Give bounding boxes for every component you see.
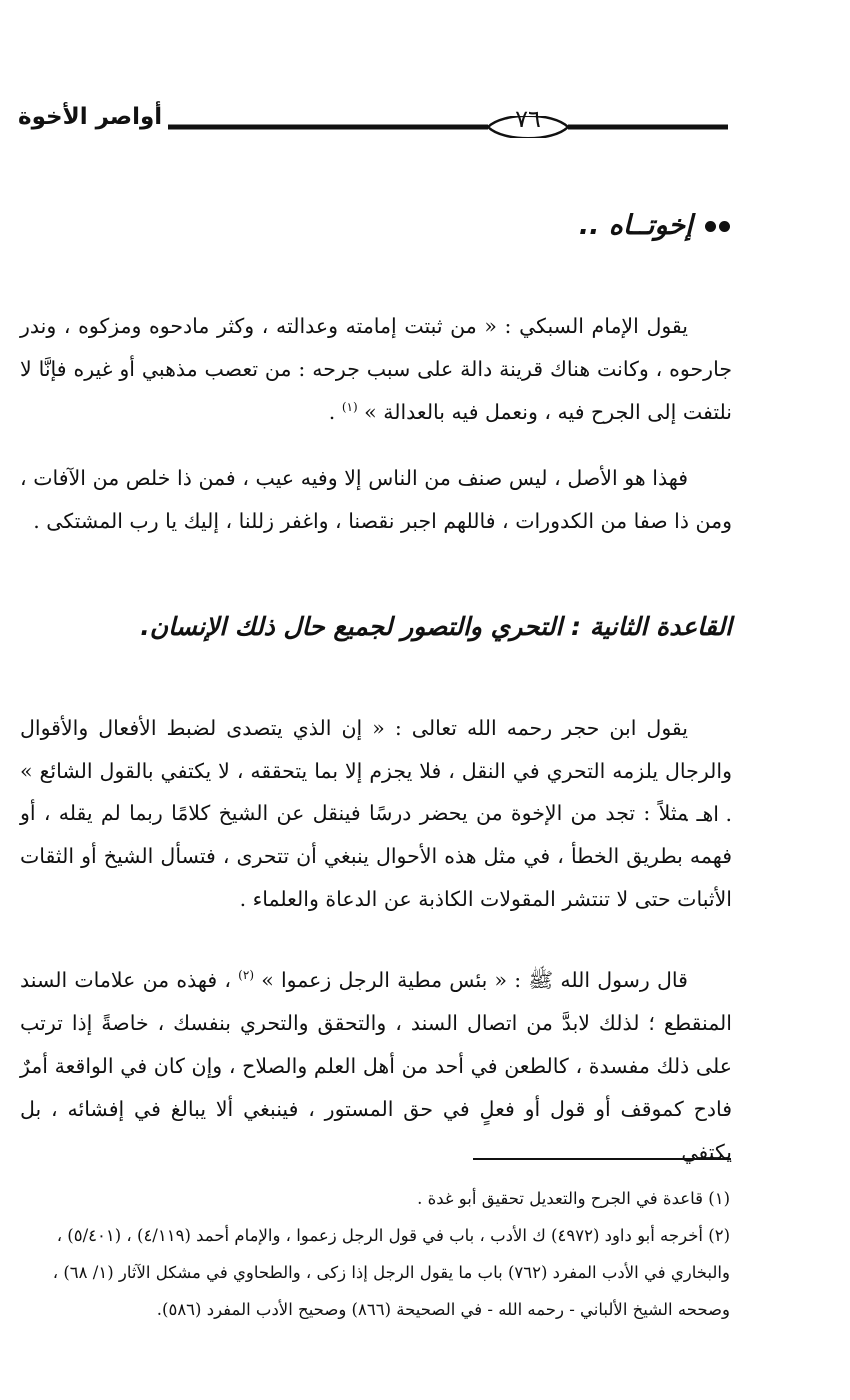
paragraph: يقول الإمام السبكي : « من ثبتت إمامته وعدالته ، وكثر مادحوه ومزكوه ، وندر جارحوه ، وكانت هناك قرينة دالة على سبب جرحه : من تعصب مذهبي أو غيره فإنَّا لا نلتفت إلى الجرح فيه ، ونعمل فيه بالعدالة » $^{(١)}$ .	[20, 313, 732, 424]
hadith-quote: قال رسول الله ﷺ : « بئس مطية الرجل زعموا »	[261, 967, 688, 992]
paragraph: مثلاً : تجد من الإخوة من يحضر درسًا فينقل عن الشيخ كلامًا ربما لم يقله ، أو فهمه بطريق الخطأ ، في مثل هذه الأحوال ينبغي أن تتحرى ، فتسأل الشيخ أو الثقات الأثبات حتى لا تنتشر المقولات الكاذبة عن الدعاة والعلماء .	[20, 800, 732, 911]
paragraph: يقول ابن حجر رحمه الله تعالى : « إن الذي يتصدى لضبط الأفعال والأقوال والرجال يلزمه التحري في النقل ، فلا يجزم إلا بما يتحققه ، لا يكتفي بالقول الشائع » . اهـ .	[20, 715, 732, 826]
footnote: (٢) أخرجه أبو داود (٤٩٧٢) ك الأدب ، باب في قول الرجل زعموا ، والإمام أحمد (٤/١١٩) ، (٥/٤٠١) ، والبخاري في الأدب المفرد (٧٦٢) باب ما يقول الرجل إذا زكى ، والطحاوي في مشكل الآثار (١/ ٦٨) ، وصححه الشيخ الألباني - رحمه الله - في الصحيحة (٨٦٦) وصحيح الأدب المفرد (٥٨٦).	[52, 1226, 730, 1319]
book-title: أواصر الأخوة	[18, 104, 163, 130]
page-number: ٧٦	[515, 105, 541, 133]
bullet-icon	[719, 221, 730, 232]
section-heading-text: إخوتــاه ..	[578, 210, 693, 241]
paragraph-text: يقول الإمام السبكي : « من ثبتت إمامته وعدالته ، وكثر مادحوه ومزكوه ، وندر جارحوه ، وكانت هناك قرينة دالة على سبب جرحه : من تعصب مذهبي أو غيره فإنَّا لا نلتفت إلى الجرح فيه ، ونعمل فيه بالعدالة »	[20, 313, 732, 424]
footnote-reference: (١)	[341, 399, 358, 414]
bullet-icon	[705, 221, 716, 232]
footnotes	[18, 1180, 730, 1328]
header-rule	[168, 116, 728, 138]
rule-heading: القاعدة الثانية : التحري والتصور لجميع حال ذلك الإنسان.	[140, 612, 732, 641]
paragraph-text: ، فهذه من علامات السند المنقطع ؛ لذلك لابدَّ من اتصال السند ، والتحقق والتحري بنفسك ، خاصةً إذا ترتب على ذلك مفسدة ، كالطعن في أحد من أهل العلم والصلاح ، وإن كان في الواقعة أمرٌ فادح كموقف أو قول أو فعلٍ في حق المستور ، فينبغي ألا يبالغ في إفشائه ، بل يكتفي	[20, 967, 732, 1164]
footnote-reference: (٢)	[238, 967, 254, 982]
section-heading	[579, 210, 730, 241]
paragraph: فهذا هو الأصل ، ليس صنف من الناس إلا وفيه عيب ، فمن ذا خلص من الآفات ، ومن ذا صفا من الكدورات ، فاللهم اجبر نقصنا ، واغفر زللنا ، إليك يا رب المشتكى .	[20, 465, 732, 533]
paragraph	[20, 959, 732, 1174]
footnote: (١) قاعدة في الجرح والتعديل تحقيق أبو غدة .	[417, 1189, 730, 1208]
running-header	[18, 100, 730, 144]
footnote-separator	[473, 1158, 731, 1160]
